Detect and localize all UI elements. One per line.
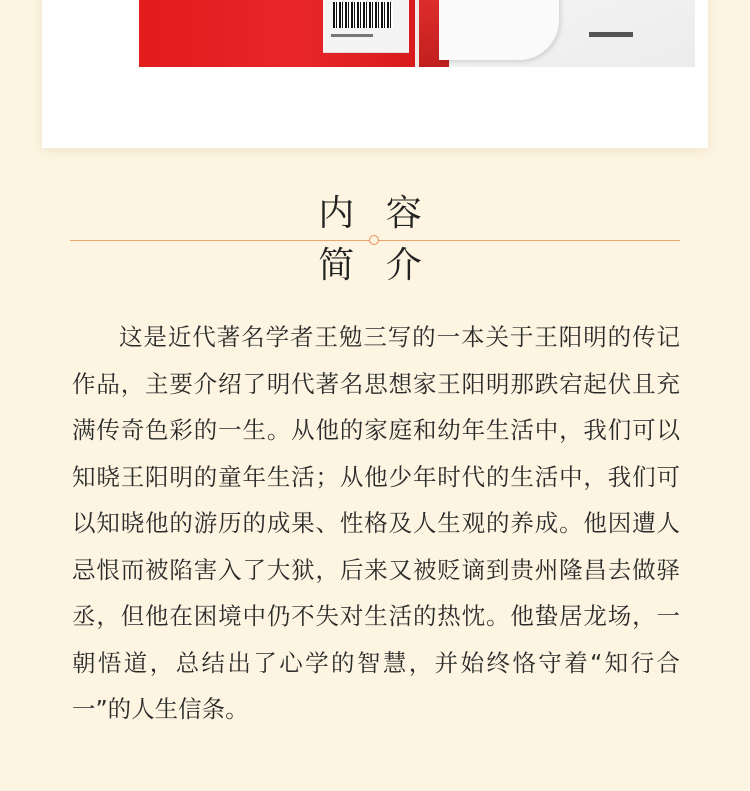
sticker-price-line xyxy=(331,34,373,37)
section-title-line2: 简 介 xyxy=(318,245,432,286)
curled-page xyxy=(439,0,559,60)
divider-dot-icon xyxy=(369,235,379,245)
book-photo xyxy=(139,0,695,67)
intro-text-block xyxy=(72,314,680,733)
book-back-cover xyxy=(139,0,415,67)
barcode-icon xyxy=(333,2,393,28)
book-photo-card xyxy=(42,0,708,148)
publisher-logo xyxy=(589,32,633,37)
intro-paragraph: 这是近代著名学者王勉三写的一本关于王阳明的传记作品，主要介绍了明代著名思想家王阳明那跌宕起伏且充满传奇色彩的一生。从他的家庭和幼年生活中，我们可以知晓王阳明的童年生活；从他少年时代的生活中，我们可以知晓他的游历的成果、性格及人生观的养成。他因遭人忌恨而被陷害入了大狱，后来又被贬谪到贵州隆昌去做驿丞，但他在困境中仍不失对生活的热忱。他蛰居龙场，一朝悟道，总结出了心学的智慧，并始终恪守着“知行合一”的人生信条。 xyxy=(72,323,680,723)
book-inner-pages xyxy=(419,0,695,67)
barcode-sticker xyxy=(323,0,409,53)
section-title-line1: 内 容 xyxy=(318,193,432,234)
